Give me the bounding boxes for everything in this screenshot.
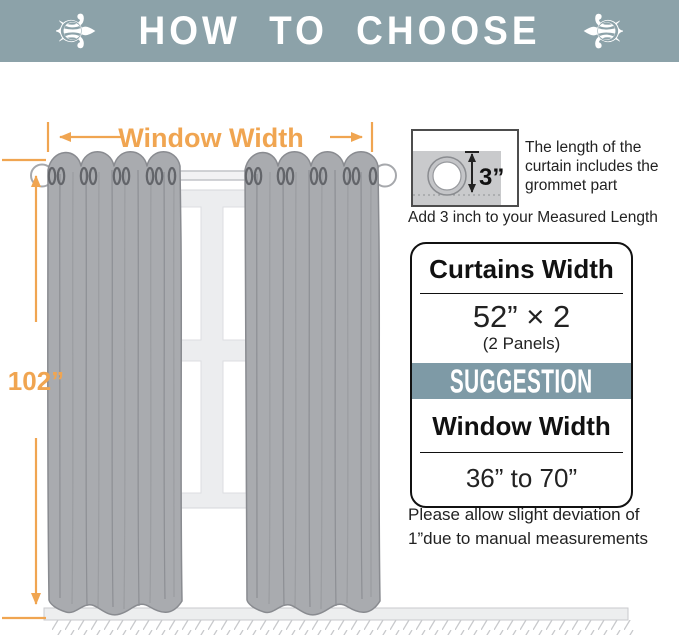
curtains-width-panels: (2 Panels) — [482, 334, 561, 354]
grommet-size-label: 3” — [479, 164, 505, 191]
size-spec-table — [410, 242, 633, 508]
deviation-note-line2: 1”due to manual measurements — [408, 528, 649, 548]
curtains-width-title: Curtains Width — [429, 254, 614, 284]
height-measurement-label: 102” — [7, 366, 65, 396]
page-title: HOW TO CHOOSE — [138, 8, 541, 53]
window-width-measure — [48, 122, 372, 153]
suggestion-label: SUGGESTION — [450, 361, 593, 400]
window-width-value: 36” to 70” — [465, 462, 578, 493]
fleur-de-lis-icon: ⚜ — [43, 6, 107, 56]
window-width-label: Window Width — [118, 123, 304, 153]
curtains-width-value: 52” × 2 — [472, 298, 571, 334]
fleur-de-lis-icon: ⚜ — [572, 6, 636, 56]
window-width-title: Window Width — [432, 411, 611, 442]
deviation-note-line1: Please allow slight deviation of — [408, 505, 640, 524]
info-panel — [405, 62, 679, 636]
grommet-caption: The length of the curtain includes the grommet part — [525, 139, 659, 194]
add-length-note: Add 3 inch to your Measured Length — [408, 209, 658, 226]
grommet-diagram — [411, 129, 519, 207]
deviation-note — [408, 503, 676, 551]
suggestion-banner — [412, 363, 631, 399]
curtain-panel-right — [245, 152, 380, 615]
grommet-ring-icon — [428, 157, 466, 195]
curtain-panel-left — [48, 152, 182, 615]
header-banner — [0, 0, 679, 62]
